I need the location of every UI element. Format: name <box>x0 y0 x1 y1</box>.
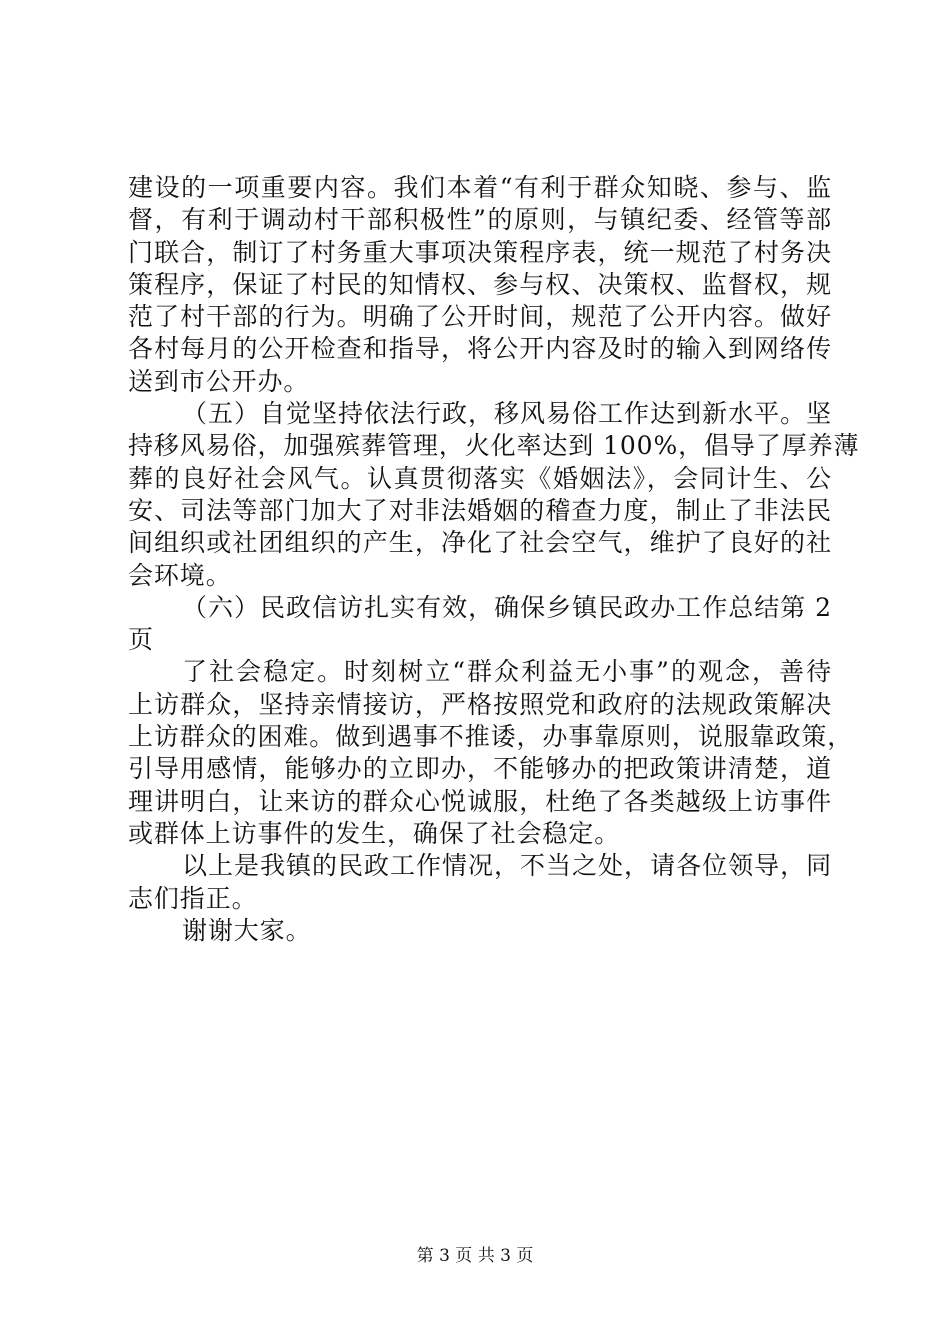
text-line: 葬的良好社会风气。认真贯彻落实《婚姻法》，会同计生、公 <box>128 463 832 493</box>
text-line: 页 <box>128 625 154 655</box>
text-line: 理讲明白，让来访的群众心悦诚服，杜绝了各类越级上访事件 <box>128 786 832 816</box>
page-footer: 第 3 页 共 3 页 <box>416 1246 534 1266</box>
text-line: 策程序，保证了村民的知情权、参与权、决策权、监督权，规 <box>128 269 832 299</box>
text-line: 持移风易俗，加强殡葬管理，火化率达到 100%，倡导了厚养薄 <box>128 431 860 461</box>
text-line: （六）民政信访扎实有效，确保乡镇民政办工作总结第 2 <box>182 592 832 622</box>
text-line: 建设的一项重要内容。我们本着“有利于群众知晓、参与、监 <box>128 173 832 202</box>
text-line: 上访群众的困难。做到遇事不推诿，办事靠原则，说服靠政策， <box>128 722 854 752</box>
text-line: 谢谢大家。 <box>182 915 312 945</box>
text-line: 范了村干部的行为。明确了公开时间，规范了公开内容。做好 <box>128 302 832 332</box>
text-line: 上访群众，坚持亲情接访，严格按照党和政府的法规政策解决 <box>128 689 832 719</box>
text-line: 了社会稳定。时刻树立“群众利益无小事”的观念，善待 <box>182 657 832 687</box>
text-line: 安、司法等部门加大了对非法婚姻的稽查力度，制止了非法民 <box>128 495 832 525</box>
text-line: 各村每月的公开检查和指导，将公开内容及时的输入到网络传 <box>128 334 832 364</box>
text-line: 以上是我镇的民政工作情况，不当之处，请各位领导，同 <box>182 851 832 881</box>
text-line: 或群体上访事件的发生，确保了社会稳定。 <box>128 818 621 848</box>
text-line: 门联合，制订了村务重大事项决策程序表，统一规范了村务决 <box>128 237 832 267</box>
text-line: 送到市公开办。 <box>128 366 310 396</box>
text-line: 督，有利于调动村干部积极性”的原则，与镇纪委、经管等部 <box>128 205 832 235</box>
text-line: （五）自觉坚持依法行政，移风易俗工作达到新水平。坚 <box>182 399 832 429</box>
text-line: 志们指正。 <box>128 883 258 913</box>
text-line: 会环境。 <box>128 560 232 590</box>
text-line: 间组织或社团组织的产生，净化了社会空气，维护了良好的社 <box>128 528 832 558</box>
document-body <box>128 172 860 947</box>
text-line: 引导用感情，能够办的立即办，不能够办的把政策讲清楚，道 <box>128 754 832 784</box>
